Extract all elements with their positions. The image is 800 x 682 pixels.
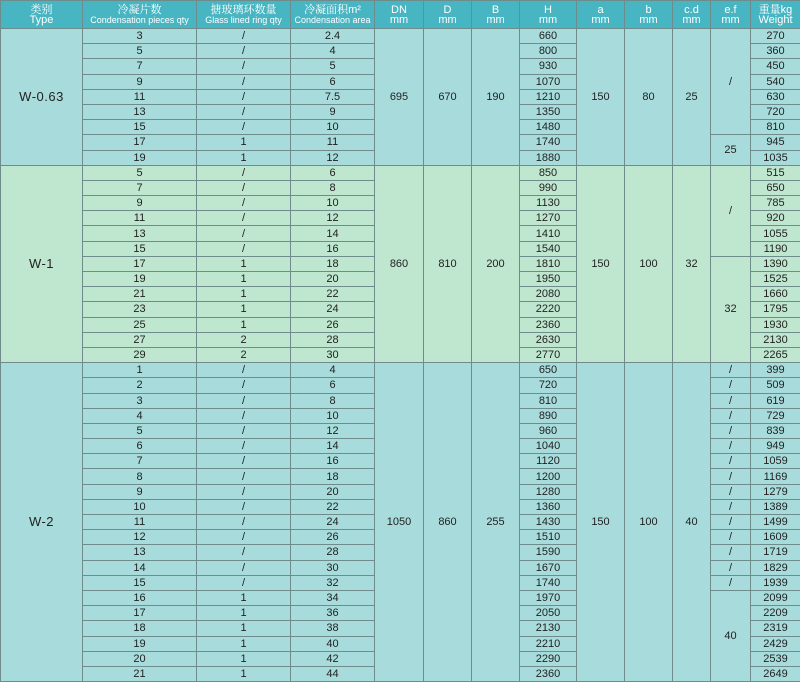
- ring-cell: /: [197, 469, 291, 484]
- pieces-cell: 2: [83, 378, 197, 393]
- h-cell: 1480: [520, 120, 577, 135]
- h-cell: 2290: [520, 651, 577, 666]
- weight-cell: 1829: [751, 560, 800, 575]
- header-b: B mm: [472, 1, 520, 29]
- area-cell: 9: [291, 104, 375, 119]
- h-cell: 2080: [520, 287, 577, 302]
- pieces-cell: 20: [83, 651, 197, 666]
- area-cell: 32: [291, 575, 375, 590]
- ring-cell: /: [197, 423, 291, 438]
- pieces-cell: 17: [83, 256, 197, 271]
- ring-cell: 1: [197, 256, 291, 271]
- pieces-cell: 17: [83, 135, 197, 150]
- header-dn: DN mm: [375, 1, 424, 29]
- pieces-cell: 17: [83, 606, 197, 621]
- ring-cell: /: [197, 241, 291, 256]
- h-cell: 2210: [520, 636, 577, 651]
- h-cell: 1510: [520, 530, 577, 545]
- d-cell: 810: [424, 165, 472, 362]
- ring-cell: /: [197, 393, 291, 408]
- ring-cell: /: [197, 226, 291, 241]
- pieces-cell: 15: [83, 575, 197, 590]
- pieces-cell: 9: [83, 484, 197, 499]
- pieces-cell: 11: [83, 89, 197, 104]
- area-cell: 14: [291, 439, 375, 454]
- cd-cell: 40: [673, 363, 711, 682]
- ef-cell: /: [711, 499, 751, 514]
- ring-cell: /: [197, 120, 291, 135]
- ring-cell: /: [197, 484, 291, 499]
- header-d: D mm: [424, 1, 472, 29]
- weight-cell: 360: [751, 44, 800, 59]
- table-body: [1, 29, 800, 682]
- weight-cell: 509: [751, 378, 800, 393]
- ef-cell: /: [711, 423, 751, 438]
- h-cell: 1670: [520, 560, 577, 575]
- h-cell: 2220: [520, 302, 577, 317]
- ring-cell: /: [197, 89, 291, 104]
- ring-cell: 2: [197, 332, 291, 347]
- h-cell: 930: [520, 59, 577, 74]
- pieces-cell: 9: [83, 196, 197, 211]
- area-cell: 16: [291, 454, 375, 469]
- pieces-cell: 29: [83, 347, 197, 362]
- pieces-cell: 4: [83, 408, 197, 423]
- weight-cell: 515: [751, 165, 800, 180]
- weight-cell: 2130: [751, 332, 800, 347]
- pieces-cell: 7: [83, 59, 197, 74]
- pieces-cell: 5: [83, 423, 197, 438]
- ef-cell: /: [711, 165, 751, 256]
- pieces-cell: 11: [83, 211, 197, 226]
- type-cell: W-1: [1, 165, 83, 362]
- area-cell: 24: [291, 515, 375, 530]
- ring-cell: 1: [197, 272, 291, 287]
- pieces-cell: 7: [83, 454, 197, 469]
- weight-cell: 2649: [751, 666, 800, 681]
- weight-cell: 2099: [751, 590, 800, 605]
- area-cell: 28: [291, 545, 375, 560]
- h-cell: 1970: [520, 590, 577, 605]
- ring-cell: 1: [197, 317, 291, 332]
- area-cell: 10: [291, 196, 375, 211]
- ef-cell: /: [711, 575, 751, 590]
- weight-cell: 1059: [751, 454, 800, 469]
- h-cell: 800: [520, 44, 577, 59]
- h-cell: 1410: [520, 226, 577, 241]
- ring-cell: /: [197, 165, 291, 180]
- area-cell: 44: [291, 666, 375, 681]
- area-cell: 12: [291, 150, 375, 165]
- area-cell: 20: [291, 484, 375, 499]
- pieces-cell: 10: [83, 499, 197, 514]
- pieces-cell: 6: [83, 439, 197, 454]
- h-cell: 2360: [520, 666, 577, 681]
- weight-cell: 839: [751, 423, 800, 438]
- ring-cell: /: [197, 439, 291, 454]
- h-cell: 1120: [520, 454, 577, 469]
- area-cell: 14: [291, 226, 375, 241]
- h-cell: 1810: [520, 256, 577, 271]
- type-cell: W-2: [1, 363, 83, 682]
- area-cell: 22: [291, 499, 375, 514]
- weight-cell: 720: [751, 104, 800, 119]
- area-cell: 7.5: [291, 89, 375, 104]
- pieces-cell: 11: [83, 515, 197, 530]
- h-cell: 1430: [520, 515, 577, 530]
- weight-cell: 785: [751, 196, 800, 211]
- ring-cell: /: [197, 29, 291, 44]
- pieces-cell: 7: [83, 180, 197, 195]
- area-cell: 36: [291, 606, 375, 621]
- area-cell: 30: [291, 347, 375, 362]
- ring-cell: /: [197, 59, 291, 74]
- ring-cell: 1: [197, 135, 291, 150]
- a-cell: 150: [577, 165, 625, 362]
- ef-cell: /: [711, 484, 751, 499]
- table-row: [1, 363, 800, 378]
- h-cell: 2130: [520, 621, 577, 636]
- pieces-cell: 15: [83, 241, 197, 256]
- ring-cell: 1: [197, 302, 291, 317]
- ef-cell: /: [711, 515, 751, 530]
- ring-cell: 1: [197, 666, 291, 681]
- pieces-cell: 19: [83, 150, 197, 165]
- weight-cell: 540: [751, 74, 800, 89]
- pieces-cell: 25: [83, 317, 197, 332]
- ring-cell: /: [197, 499, 291, 514]
- weight-cell: 450: [751, 59, 800, 74]
- h-cell: 2360: [520, 317, 577, 332]
- weight-cell: 1939: [751, 575, 800, 590]
- cd-cell: 32: [673, 165, 711, 362]
- area-cell: 38: [291, 621, 375, 636]
- weight-cell: 1169: [751, 469, 800, 484]
- a-cell: 150: [577, 29, 625, 166]
- ef-cell: 25: [711, 135, 751, 165]
- pieces-cell: 14: [83, 560, 197, 575]
- h-cell: 1130: [520, 196, 577, 211]
- b-cell: 190: [472, 29, 520, 166]
- area-cell: 2.4: [291, 29, 375, 44]
- ring-cell: 1: [197, 287, 291, 302]
- bsmall-cell: 100: [625, 363, 673, 682]
- ring-cell: /: [197, 180, 291, 195]
- area-cell: 20: [291, 272, 375, 287]
- header-ring: 搪玻璃环数量 Glass lined ring qty: [197, 1, 291, 29]
- dn-cell: 1050: [375, 363, 424, 682]
- pieces-cell: 8: [83, 469, 197, 484]
- area-cell: 16: [291, 241, 375, 256]
- pieces-cell: 13: [83, 226, 197, 241]
- area-cell: 40: [291, 636, 375, 651]
- b-cell: 255: [472, 363, 520, 682]
- ring-cell: 1: [197, 651, 291, 666]
- h-cell: 1740: [520, 135, 577, 150]
- ef-cell: /: [711, 469, 751, 484]
- ring-cell: /: [197, 363, 291, 378]
- table-header: [1, 1, 800, 29]
- type-cell: W-0.63: [1, 29, 83, 166]
- ef-cell: /: [711, 29, 751, 135]
- pieces-cell: 5: [83, 44, 197, 59]
- weight-cell: 630: [751, 89, 800, 104]
- ring-cell: /: [197, 560, 291, 575]
- pieces-cell: 12: [83, 530, 197, 545]
- h-cell: 1360: [520, 499, 577, 514]
- pieces-cell: 21: [83, 287, 197, 302]
- weight-cell: 1795: [751, 302, 800, 317]
- area-cell: 4: [291, 44, 375, 59]
- ef-cell: /: [711, 530, 751, 545]
- pieces-cell: 27: [83, 332, 197, 347]
- pieces-cell: 18: [83, 621, 197, 636]
- ef-cell: /: [711, 560, 751, 575]
- ring-cell: /: [197, 575, 291, 590]
- header-pieces: 冷凝片数 Condensation pieces qty: [83, 1, 197, 29]
- d-cell: 860: [424, 363, 472, 682]
- table-row: [1, 165, 800, 180]
- weight-cell: 945: [751, 135, 800, 150]
- ring-cell: /: [197, 44, 291, 59]
- pieces-cell: 5: [83, 165, 197, 180]
- area-cell: 10: [291, 120, 375, 135]
- pieces-cell: 13: [83, 104, 197, 119]
- weight-cell: 1279: [751, 484, 800, 499]
- weight-cell: 810: [751, 120, 800, 135]
- ring-cell: 1: [197, 590, 291, 605]
- weight-cell: 270: [751, 29, 800, 44]
- table-row: [1, 29, 800, 44]
- b-cell: 200: [472, 165, 520, 362]
- h-cell: 890: [520, 408, 577, 423]
- area-cell: 6: [291, 165, 375, 180]
- area-cell: 5: [291, 59, 375, 74]
- weight-cell: 1525: [751, 272, 800, 287]
- area-cell: 12: [291, 423, 375, 438]
- h-cell: 1280: [520, 484, 577, 499]
- weight-cell: 2265: [751, 347, 800, 362]
- header-cd: c.d mm: [673, 1, 711, 29]
- h-cell: 1880: [520, 150, 577, 165]
- area-cell: 4: [291, 363, 375, 378]
- pieces-cell: 3: [83, 29, 197, 44]
- ring-cell: 1: [197, 636, 291, 651]
- header-h: H mm: [520, 1, 577, 29]
- area-cell: 8: [291, 393, 375, 408]
- bsmall-cell: 100: [625, 165, 673, 362]
- ef-cell: /: [711, 408, 751, 423]
- ring-cell: /: [197, 545, 291, 560]
- h-cell: 1740: [520, 575, 577, 590]
- area-cell: 11: [291, 135, 375, 150]
- d-cell: 670: [424, 29, 472, 166]
- weight-cell: 1390: [751, 256, 800, 271]
- area-cell: 12: [291, 211, 375, 226]
- h-cell: 1070: [520, 74, 577, 89]
- area-cell: 24: [291, 302, 375, 317]
- ef-cell: /: [711, 363, 751, 378]
- h-cell: 990: [520, 180, 577, 195]
- ring-cell: /: [197, 408, 291, 423]
- h-cell: 960: [520, 423, 577, 438]
- ring-cell: /: [197, 74, 291, 89]
- h-cell: 1210: [520, 89, 577, 104]
- ring-cell: 2: [197, 347, 291, 362]
- pieces-cell: 23: [83, 302, 197, 317]
- pieces-cell: 16: [83, 590, 197, 605]
- area-cell: 22: [291, 287, 375, 302]
- ef-cell: 32: [711, 256, 751, 362]
- area-cell: 18: [291, 256, 375, 271]
- h-cell: 660: [520, 29, 577, 44]
- ring-cell: 1: [197, 621, 291, 636]
- h-cell: 650: [520, 363, 577, 378]
- ring-cell: /: [197, 104, 291, 119]
- area-cell: 34: [291, 590, 375, 605]
- weight-cell: 1035: [751, 150, 800, 165]
- ring-cell: /: [197, 454, 291, 469]
- ring-cell: /: [197, 378, 291, 393]
- bsmall-cell: 80: [625, 29, 673, 166]
- h-cell: 1540: [520, 241, 577, 256]
- weight-cell: 650: [751, 180, 800, 195]
- pieces-cell: 19: [83, 272, 197, 287]
- h-cell: 810: [520, 393, 577, 408]
- header-type: 类别 Type: [1, 1, 83, 29]
- pieces-cell: 21: [83, 666, 197, 681]
- h-cell: 1270: [520, 211, 577, 226]
- h-cell: 720: [520, 378, 577, 393]
- header-bsmall: b mm: [625, 1, 673, 29]
- weight-cell: 949: [751, 439, 800, 454]
- h-cell: 2630: [520, 332, 577, 347]
- h-cell: 1350: [520, 104, 577, 119]
- h-cell: 1950: [520, 272, 577, 287]
- ef-cell: /: [711, 545, 751, 560]
- h-cell: 850: [520, 165, 577, 180]
- ef-cell: /: [711, 378, 751, 393]
- ring-cell: 1: [197, 150, 291, 165]
- area-cell: 42: [291, 651, 375, 666]
- h-cell: 1200: [520, 469, 577, 484]
- area-cell: 8: [291, 180, 375, 195]
- pieces-cell: 3: [83, 393, 197, 408]
- weight-cell: 1930: [751, 317, 800, 332]
- h-cell: 1590: [520, 545, 577, 560]
- ef-cell: 40: [711, 590, 751, 681]
- h-cell: 2050: [520, 606, 577, 621]
- ring-cell: /: [197, 530, 291, 545]
- area-cell: 28: [291, 332, 375, 347]
- weight-cell: 2209: [751, 606, 800, 621]
- weight-cell: 1499: [751, 515, 800, 530]
- area-cell: 6: [291, 74, 375, 89]
- ring-cell: 1: [197, 606, 291, 621]
- pieces-cell: 15: [83, 120, 197, 135]
- pieces-cell: 9: [83, 74, 197, 89]
- h-cell: 2770: [520, 347, 577, 362]
- weight-cell: 1609: [751, 530, 800, 545]
- weight-cell: 619: [751, 393, 800, 408]
- ef-cell: /: [711, 439, 751, 454]
- area-cell: 30: [291, 560, 375, 575]
- header-ef: e.f mm: [711, 1, 751, 29]
- weight-cell: 1055: [751, 226, 800, 241]
- dn-cell: 860: [375, 165, 424, 362]
- a-cell: 150: [577, 363, 625, 682]
- weight-cell: 2539: [751, 651, 800, 666]
- weight-cell: 399: [751, 363, 800, 378]
- pieces-cell: 19: [83, 636, 197, 651]
- weight-cell: 920: [751, 211, 800, 226]
- weight-cell: 1389: [751, 499, 800, 514]
- dn-cell: 695: [375, 29, 424, 166]
- weight-cell: 1660: [751, 287, 800, 302]
- weight-cell: 2319: [751, 621, 800, 636]
- area-cell: 18: [291, 469, 375, 484]
- ring-cell: /: [197, 196, 291, 211]
- area-cell: 10: [291, 408, 375, 423]
- weight-cell: 2429: [751, 636, 800, 651]
- area-cell: 26: [291, 530, 375, 545]
- ef-cell: /: [711, 393, 751, 408]
- ef-cell: /: [711, 454, 751, 469]
- weight-cell: 1190: [751, 241, 800, 256]
- ring-cell: /: [197, 211, 291, 226]
- area-cell: 26: [291, 317, 375, 332]
- weight-cell: 1719: [751, 545, 800, 560]
- ring-cell: /: [197, 515, 291, 530]
- pieces-cell: 1: [83, 363, 197, 378]
- area-cell: 6: [291, 378, 375, 393]
- header-weight: 重量kg Weight: [751, 1, 800, 29]
- cd-cell: 25: [673, 29, 711, 166]
- h-cell: 1040: [520, 439, 577, 454]
- pieces-cell: 13: [83, 545, 197, 560]
- header-a: a mm: [577, 1, 625, 29]
- header-area: 冷凝面积m² Condensation area: [291, 1, 375, 29]
- weight-cell: 729: [751, 408, 800, 423]
